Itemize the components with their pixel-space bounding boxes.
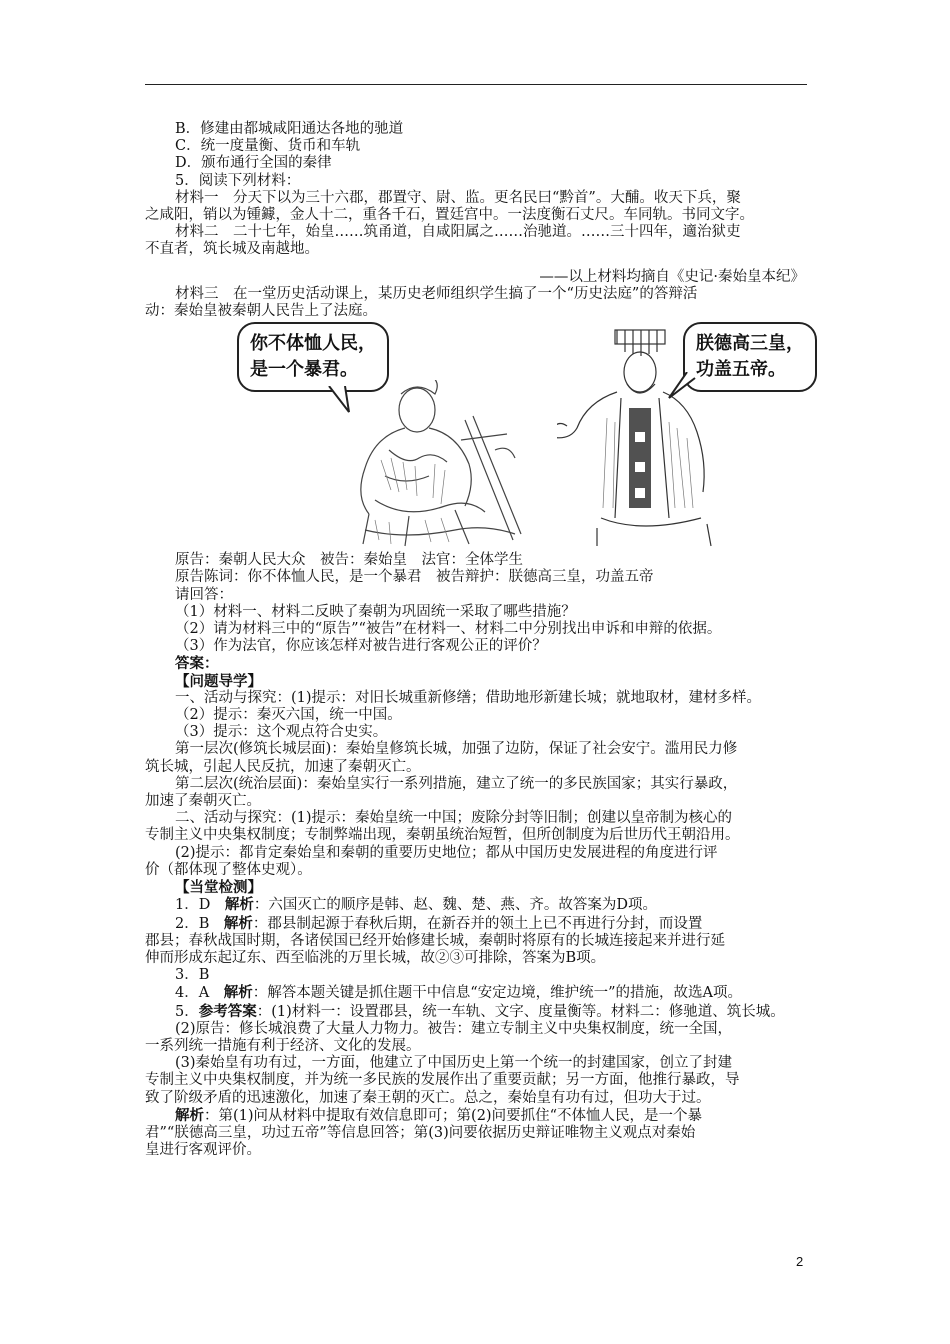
check-5-explanation-label: 解析	[175, 1106, 204, 1124]
guide-level-2-line-1: 第二层次(统治层面)：秦始皇实行一系列措施，建立了统一的多民族国家；其实行暴政，	[175, 775, 738, 792]
question-3: （3）作为法官，你应该怎样对被告进行客观公正的评价？	[175, 638, 547, 655]
check-heading: 【当堂检测】	[175, 879, 262, 897]
option-b: B．修建由都城咸阳通达各地的驰道	[175, 121, 404, 137]
material-1-line-2: 之咸阳，销以为锺鐻，金人十二，重各千石，置廷宫中。一法度衡石丈尺。车同轨。书同文字。	[145, 207, 754, 224]
material-3-line-1: 材料三 在一堂历史活动课上，某历史老师组织学生搞了一个“历史法庭”的答辩活	[175, 285, 698, 302]
guide-activity-2-hint-line-2: 价（都体现了整体史观）。	[145, 861, 312, 878]
check-4-number: 4．A	[175, 985, 224, 1002]
material-2-line-1: 材料二 二十七年，始皇……筑甬道，自咸阳属之……治驰道。……三十四年，適治狱吏	[175, 224, 741, 241]
check-5-number: 5．	[175, 1003, 199, 1020]
check-1-label: 解析	[224, 896, 254, 914]
defendant-speech-line-2: 功盖五帝。	[696, 359, 786, 381]
guide-heading: 【问题导学】	[175, 672, 262, 690]
page-content	[145, 121, 815, 1159]
court-roles: 原告：秦朝人民大众 被告：秦始皇 法官：全体学生	[175, 552, 523, 569]
question-prompt: 请回答：	[175, 586, 233, 603]
check-answer-5-part-2-line-1: (2)原告：修长城浪费了大量人力物力。被告：建立专制主义中央集权制度，统一全国，	[175, 1020, 733, 1037]
check-answer-2	[175, 915, 815, 933]
guide-level-1-line-1: 第一层次(修筑长城层面)：秦始皇修筑长城，加强了边防，保证了社会安宁。滥用民力修	[175, 741, 738, 758]
check-answer-5-part-3-line-2: 专制主义中央集权制度，并为统一多民族的发展作出了重要贡献；另一方面，他推行暴政，导	[145, 1072, 740, 1089]
answers-heading: 答案：	[175, 655, 219, 673]
check-1-text: ：六国灭亡的顺序是韩、赵、魏、楚、燕、齐。故答案为D项。	[253, 897, 657, 914]
check-4-text: ：解答本题关键是抓住题干中信息“安定边境，维护统一”的措施，故选A项。	[252, 985, 742, 1002]
plaintiff-speech-bubble	[237, 322, 389, 392]
check-answer-3: 3．B	[175, 967, 210, 984]
guide-level-1-line-2: 筑长城，引起人民反抗，加速了秦朝灭亡。	[145, 758, 421, 775]
check-answer-5-explanation	[175, 1107, 815, 1125]
plaintiff-speech-line-1: 你不体恤人民，	[250, 333, 376, 355]
check-5-label: 参考答案	[198, 1002, 257, 1020]
check-2-text: ：郡县制起源于春秋后期，在新吞并的领土上已不再进行分封，而设置	[252, 915, 703, 932]
check-2-number: 2．B	[175, 915, 224, 932]
defendant-bubble-tail	[667, 372, 697, 402]
court-statements: 原告陈词：你不体恤人民，是一个暴君 被告辩护：朕德高三皇，功盖五帝	[175, 569, 654, 586]
check-1-number: 1．D	[175, 897, 225, 914]
guide-activity-1: 一、活动与探究：(1)提示：对旧长城重新修缮；借助地形新建长城；就地取材，建材多样。	[175, 689, 762, 706]
guide-activity-2-line-2: 专制主义中央集权制度；专制弊端出现，秦朝虽统治短暂，但所创制度为后世历代王朝沿用。	[145, 827, 740, 844]
plaintiff-bubble-tail	[327, 386, 357, 416]
check-answer-1	[175, 896, 815, 914]
material-1-line-1: 材料一 分天下以为三十六郡，郡置守、尉、监。更名民曰“黔首”。大酺。收天下兵，聚	[175, 189, 741, 206]
material-source: ——以上材料均摘自《史记·秦始皇本纪》	[539, 268, 805, 285]
check-5-text: ：(1)材料一：设置郡县，统一车轨、文字、度量衡等。材料二：修驰道、筑长城。	[256, 1003, 785, 1020]
check-answer-4	[175, 984, 815, 1002]
question-1: （1）材料一、材料二反映了秦朝为巩固统一采取了哪些措施？	[175, 603, 576, 620]
check-answer-5-part-2-line-2: 一系列统一措施有利于经济、文化的发展。	[145, 1037, 421, 1054]
plaintiff-figure	[345, 380, 535, 548]
defendant-speech-line-1: 朕德高三皇，	[696, 333, 804, 355]
header-rule	[145, 84, 807, 85]
page-number: 2	[796, 1254, 804, 1269]
q5-intro: 5．阅读下列材料：	[175, 172, 301, 189]
material-3-line-2: 动：秦始皇被秦朝人民告上了法庭。	[145, 303, 377, 320]
guide-activity-2-hint-line-1: (2)提示：都肯定秦始皇和秦朝的重要历史地位；都从中国历史发展进程的角度进行评	[175, 844, 718, 861]
guide-hint-3: （3）提示：这个观点符合史实。	[175, 724, 388, 741]
question-2: （2）请为材料三中的“原告”“被告”在材料一、材料二中分别找出申诉和申辩的依据。	[175, 621, 722, 638]
check-answer-5	[175, 1003, 815, 1021]
check-5-explanation-text: ：第(1)问从材料中提取有效信息即可；第(2)问要抓住“不体恤人民，是一个暴	[204, 1107, 702, 1124]
check-2-label: 解析	[223, 914, 253, 932]
guide-activity-2-line-1: 二、活动与探究：(1)提示：秦始皇统一中国；废除分封等旧制；创建以皇帝制为核心的	[175, 810, 733, 827]
check-answer-5-explanation-line-3: 皇进行客观评价。	[145, 1142, 261, 1159]
material-2-line-2: 不直者，筑长城及南越地。	[145, 241, 319, 258]
check-answer-5-part-3-line-1: (3)秦始皇有功有过，一方面，他建立了中国历史上第一个统一的封建国家，创立了封建	[175, 1055, 733, 1072]
option-d: D．颁布通行全国的秦律	[175, 155, 332, 172]
check-answer-2-line-2: 郡县；春秋战国时期，各诸侯国已经开始修建长城，秦朝时将原有的长城连接起来并进行延	[145, 932, 725, 949]
plaintiff-speech-line-2: 是一个暴君。	[250, 359, 358, 381]
check-4-label: 解析	[223, 984, 253, 1002]
guide-level-2-line-2: 加速了秦朝灭亡。	[145, 793, 261, 810]
check-answer-5-explanation-line-2: 君”“朕德高三皇，功过五帝”等信息回答；第(3)问要依据历史辩证唯物主义观点对秦始	[145, 1124, 696, 1141]
option-c: C．统一度量衡、货币和车轨	[175, 138, 361, 155]
defendant-speech-bubble	[683, 322, 817, 392]
check-answer-5-part-3-line-3: 致了阶级矛盾的迅速激化，加速了秦王朝的灭亡。总之，秦始皇有功有过，但功大于过。	[145, 1089, 711, 1106]
guide-hint-2: （2）提示：秦灭六国，统一中国。	[175, 707, 402, 724]
court-illustration	[227, 322, 827, 548]
check-answer-2-line-3: 伸而形成东起辽东、西至临洮的万里长城，故②③可排除，答案为B项。	[145, 949, 606, 966]
